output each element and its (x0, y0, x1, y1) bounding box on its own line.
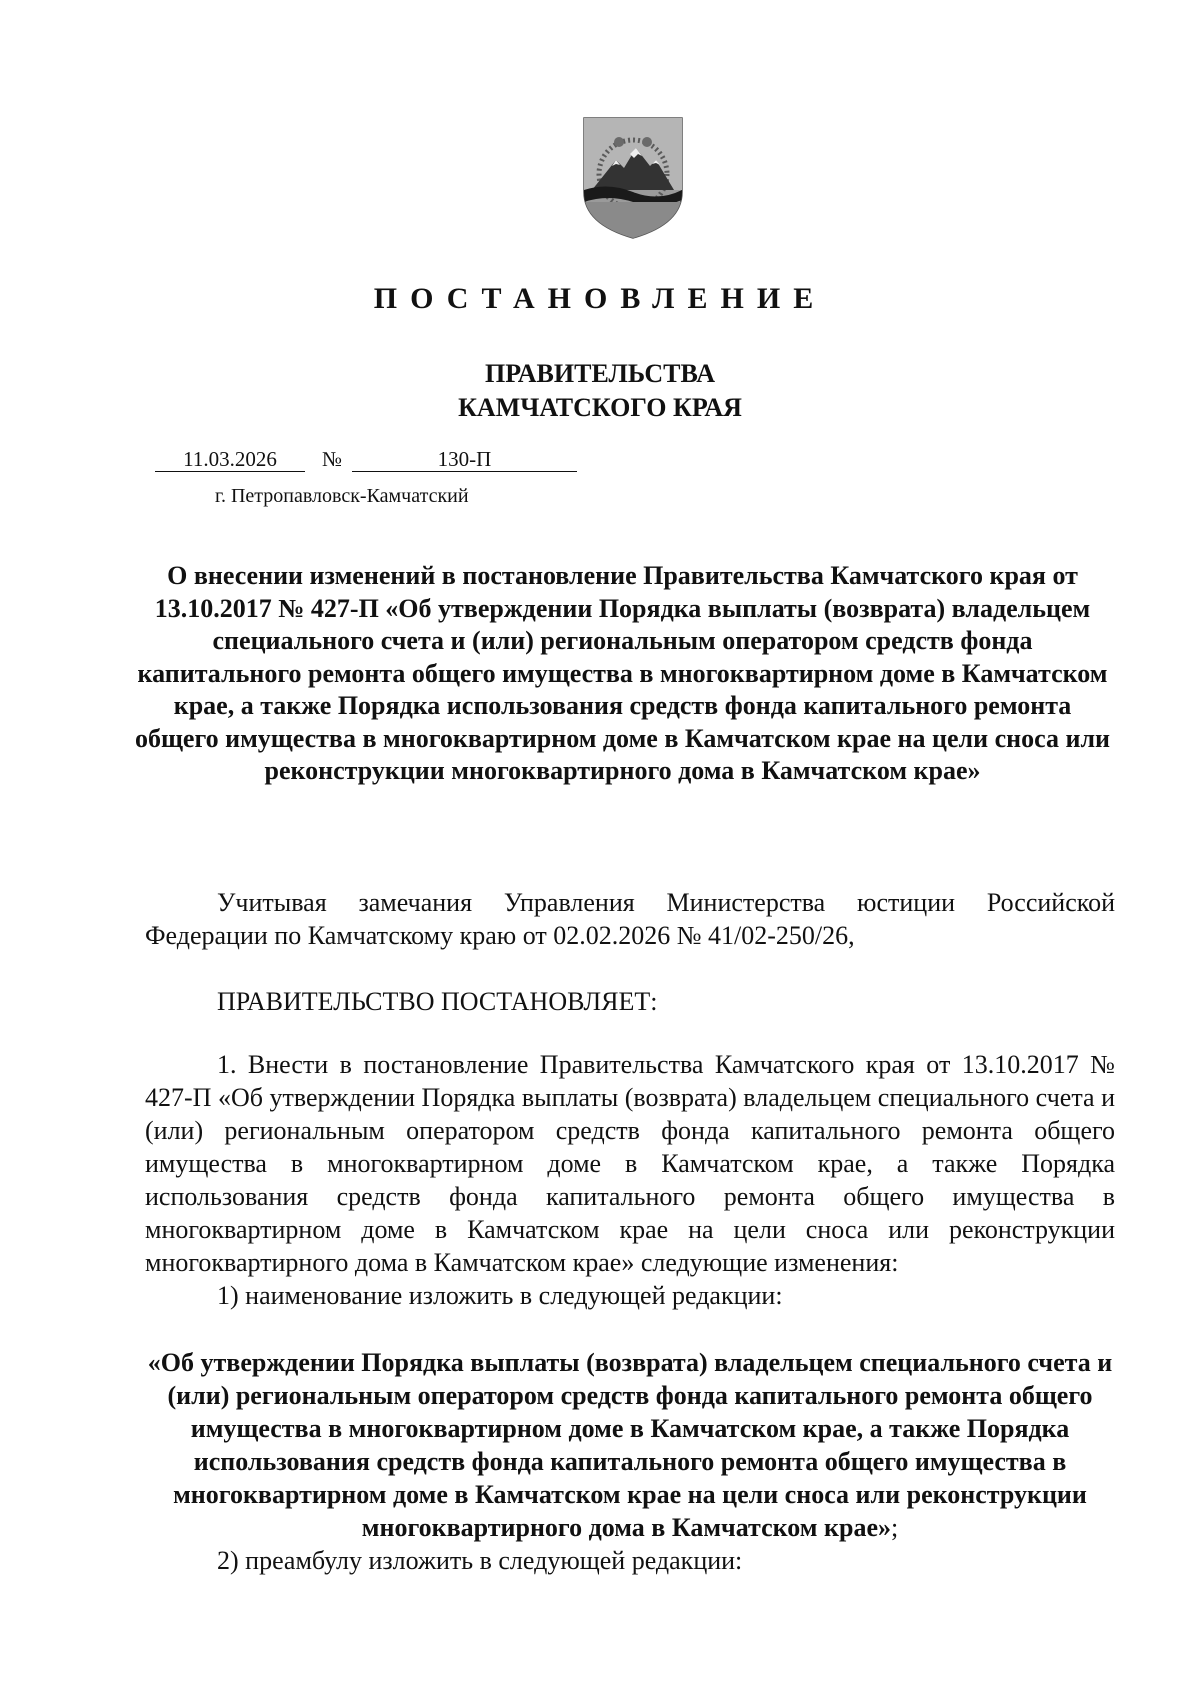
new-name-suffix: ; (891, 1513, 899, 1542)
issuer-heading (0, 357, 1200, 425)
issuer-line-1: ПРАВИТЕЛЬСТВА (485, 359, 715, 388)
number-sign: № (322, 447, 343, 471)
item-1-block (145, 1048, 1115, 1312)
resolution-clause: ПРАВИТЕЛЬСТВО ПОСТАНОВЛЯЕТ: (217, 987, 658, 1016)
preamble-paragraph: Учитывая замечания Управления Министерства юстиции Российской Федерации по Камчатскому краю от 02.02.2026 № 41/02-250/26, (145, 888, 1115, 950)
document-title: О внесении изменений в постановление Правительства Камчатского края от 13.10.2017 № 427-П «Об утверждении Порядка выплаты (возврата) владельцем специального счета и (или) региональным оператором средств фонда капитального ремонта общего имущества в многоквартирном доме в Камчатском крае, а также Порядка использования средств фонда капитального ремонта общего имущества в многоквартирном доме в Камчатском крае на цели сноса или реконструкции многоквартирного дома в Камчатском крае» (134, 561, 1111, 785)
issue-city: г. Петропавловск-Камчатский (215, 485, 469, 507)
document-type-heading: ПОСТАНОВЛЕНИЕ (373, 282, 827, 315)
new-name-paragraph (135, 1346, 1125, 1544)
item-1-2-paragraph: 2) преамбулу изложить в следующей редакции: (217, 1546, 743, 1575)
issuer-line-2: КАМЧАТСКОГО КРАЯ (458, 393, 742, 422)
new-name-text: «Об утверждении Порядка выплаты (возврата) владельцем специального счета и (или) региональным оператором средств фонда капитального ремонта общего имущества в многоквартирном доме в Камчатском крае, а также Порядка использования средств фонда капитального ремонта общего имущества в многоквартирном доме в Камчатском крае на цели сноса или реконструкции многоквартирного дома в Камчатском крае» (147, 1348, 1113, 1542)
kamchatka-coat-of-arms-icon (578, 112, 688, 242)
item-1-1-paragraph: 1) наименование изложить в следующей редакции: (217, 1281, 783, 1310)
document-number: 130-П (352, 447, 577, 472)
document-date: 11.03.2026 (155, 447, 305, 472)
item-1-paragraph: 1. Внести в постановление Правительства Камчатского края от 13.10.2017 № 427-П «Об утверждении Порядка выплаты (возврата) владельцем специального счета и (или) региональным оператором средств фонда капитального ремонта общего имущества в многоквартирном доме в Камчатском крае, а также Порядка использования средств фонда капитального ремонта общего имущества в многоквартирном доме в Камчатском крае на цели сноса или реконструкции многоквартирного дома в Камчатском крае» следующие изменения: (145, 1050, 1115, 1277)
